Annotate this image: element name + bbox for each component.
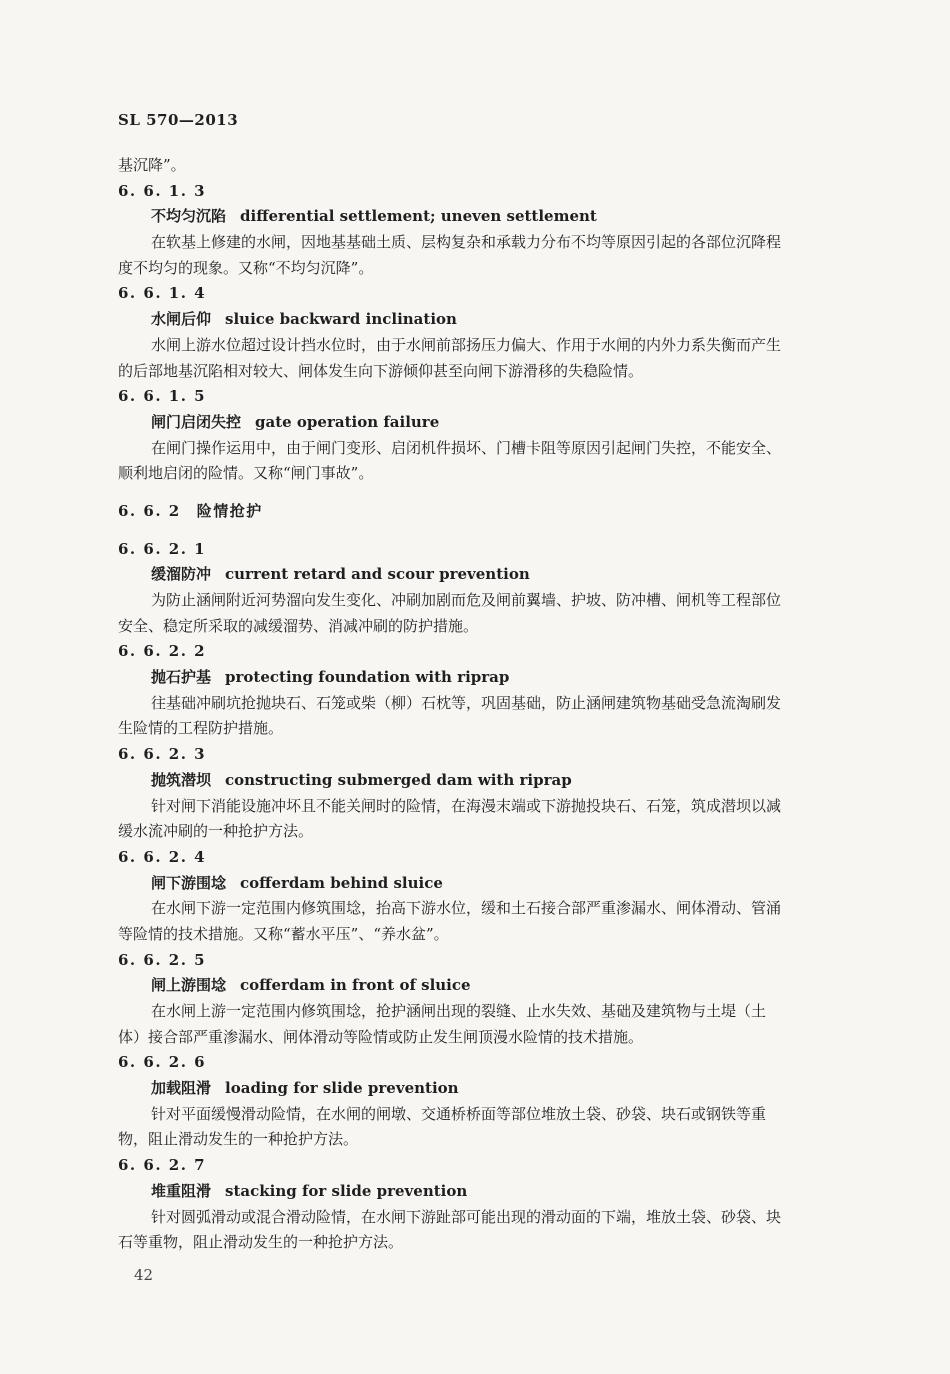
term-chinese: 闸上游围埝 <box>151 976 227 995</box>
term-english: stacking for slide prevention <box>225 1181 468 1200</box>
term-entry <box>118 665 870 691</box>
term-entry <box>118 768 870 794</box>
term-entry <box>118 410 870 436</box>
term-english: sluice backward inclination <box>225 310 457 329</box>
document-body <box>118 153 870 1256</box>
definition-line: 在软基上修建的水闸，因地基基础土质、层构复杂和承载力分布不均等原因引起的各部位沉降程 <box>151 233 782 252</box>
term-chinese: 加载阻滑 <box>151 1079 212 1098</box>
clause-number: 6. 6. 2. 2 <box>118 642 207 661</box>
definition-line: 在水闸上游一定范围内修筑围埝，抢护涵闸出现的裂缝、止水失效、基础及建筑物与土堤（土 <box>151 1002 767 1020</box>
clause-number: 6. 6. 1. 5 <box>118 387 207 406</box>
clause-number: 6. 6. 2. 7 <box>118 1156 207 1175</box>
term-entry <box>118 307 870 333</box>
definition-line: 石等重物，阻止滑动发生的一种抢护方法。 <box>118 1233 404 1252</box>
term-entry <box>118 871 870 897</box>
section-number: 6. 6. 2 <box>118 501 181 520</box>
clause-number: 6. 6. 2. 1 <box>118 539 207 558</box>
clause-number: 6. 6. 2. 5 <box>118 950 207 969</box>
definition-line: 的后部地基沉陷相对较大、闸体发生向下游倾仰甚至向闸下游滑移的失稳险情。 <box>118 361 644 380</box>
definition-line: 安全、稳定所采取的减缓溜势、消减冲刷的防护措施。 <box>118 616 479 635</box>
clause-number: 6. 6. 2. 6 <box>118 1053 207 1072</box>
term-entry <box>118 1179 870 1205</box>
definition-line: 顺利地启闭的险情。又称“闸门事故”。 <box>118 464 374 483</box>
term-entry <box>118 1076 870 1102</box>
term-english: constructing submerged dam with riprap <box>225 770 572 789</box>
term-english: protecting foundation with riprap <box>225 668 510 687</box>
definition-line: 度不均匀的现象。又称“不均匀沉降”。 <box>118 258 374 277</box>
term-entry <box>118 973 870 999</box>
term-chinese: 不均匀沉陷 <box>151 207 227 226</box>
term-english: differential settlement; uneven settlement <box>240 207 597 226</box>
standard-code-header: SL 570—2013 <box>118 111 239 129</box>
definition-line: 体）接合部严重渗漏水、闸体滑动等险情或防止发生闸顶漫水险情的技术措施。 <box>118 1027 644 1046</box>
term-chinese: 缓溜防冲 <box>151 565 212 584</box>
term-english: loading for slide prevention <box>225 1079 459 1098</box>
term-english: cofferdam in front of sluice <box>240 976 471 995</box>
definition-line: 生险情的工程防护措施。 <box>118 719 284 738</box>
definition-line: 在水闸下游一定范围内修筑围埝，抬高下游水位，缓和土石接合部严重渗漏水、闸体滑动、管涌 <box>151 899 782 918</box>
definition-line: 在闸门操作运用中，由于闸门变形、启闭机件损坏、门槽卡阻等原因引起闸门失控，不能安全、 <box>151 438 782 457</box>
section-title: 险情抢护 <box>196 501 263 520</box>
term-chinese: 抛筑潜坝 <box>151 770 212 789</box>
definition-line: 针对平面缓慢滑动险情，在水闸的闸墩、交通桥桥面等部位堆放土袋、砂袋、块石或钢铁等重 <box>151 1104 767 1123</box>
definition-line: 针对闸下消能设施冲坏且不能关闸时的险情，在海漫末端或下游抛投块石、石笼，筑成潜坝以减 <box>151 796 782 815</box>
definition-line: 物，阻止滑动发生的一种抢护方法。 <box>118 1130 359 1149</box>
carry-over-text: 基沉降”。 <box>118 156 186 174</box>
definition-line: 针对圆弧滑动或混合滑动险情，在水闸下游趾部可能出现的滑动面的下端，堆放土袋、砂袋、块 <box>151 1207 782 1226</box>
clause-number: 6. 6. 2. 4 <box>118 847 207 866</box>
clause-number: 6. 6. 1. 3 <box>118 181 207 200</box>
term-chinese: 闸门启闭失控 <box>151 412 242 431</box>
page-number: 42 <box>134 1266 154 1284</box>
term-entry <box>118 562 870 588</box>
definition-line: 等险情的技术措施。又称“蓄水平压”、“养水盆”。 <box>118 924 449 943</box>
term-chinese: 抛石护基 <box>151 668 212 687</box>
section-gap <box>118 525 870 537</box>
term-chinese: 水闸后仰 <box>151 310 212 329</box>
clause-number: 6. 6. 1. 4 <box>118 284 207 303</box>
term-chinese: 堆重阻滑 <box>151 1181 212 1200</box>
section-gap <box>118 487 870 499</box>
definition-line: 为防止涵闸附近河势溜向发生变化、冲刷加剧而危及闸前翼墙、护坡、防冲槽、闸机等工程部位 <box>151 591 782 609</box>
definition-line: 往基础冲刷坑抢抛块石、石笼或柴（柳）石枕等，巩固基础，防止涵闸建筑物基础受急流淘刷发 <box>151 693 782 712</box>
term-entry <box>118 204 870 230</box>
definition-line: 水闸上游水位超过设计挡水位时，由于水闸前部扬压力偏大、作用于水闸的内外力系失衡而产生 <box>151 335 782 354</box>
term-english: cofferdam behind sluice <box>240 873 443 892</box>
term-chinese: 闸下游围埝 <box>151 873 227 892</box>
definition-line: 缓水流冲刷的一种抢护方法。 <box>118 822 314 841</box>
section-heading <box>118 499 870 525</box>
term-english: gate operation failure <box>255 412 440 431</box>
clause-number: 6. 6. 2. 3 <box>118 745 207 764</box>
term-english: current retard and scour prevention <box>225 565 530 584</box>
